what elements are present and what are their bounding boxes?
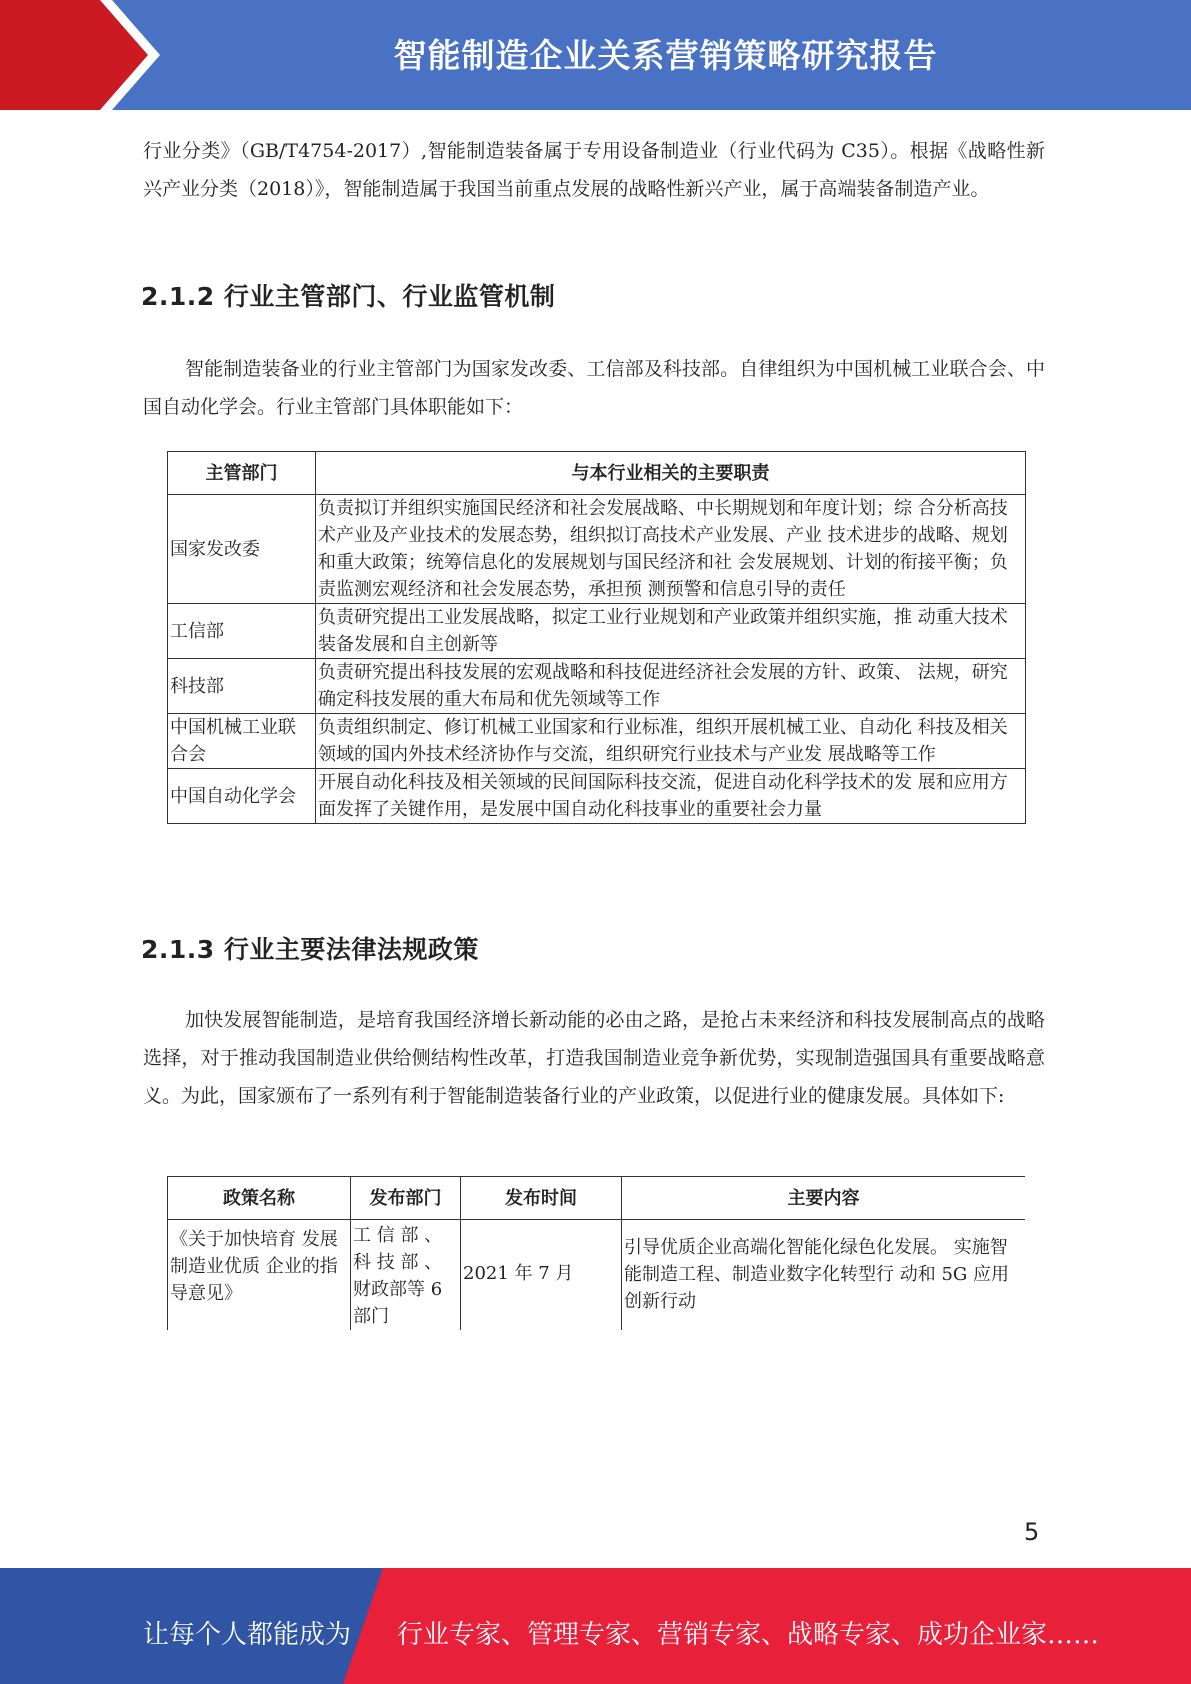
table-row: [168, 659, 1026, 714]
dept-cell: 中国自动化学会: [168, 769, 316, 824]
dept-cell: 中国机械工业联合会: [168, 714, 316, 769]
column-header: 政策名称: [168, 1177, 351, 1220]
policy-content-cell: 引导优质企业高端化智能化绿色化发展。 实施智能制造工程、制造业数字化转型行 动和 5G 应用创新行动: [622, 1220, 1026, 1331]
duty-cell: 负责研究提出工业发展战略，拟定工业行业规划和产业政策并组织实施，推 动重大技术装备发展和自主创新等: [316, 604, 1026, 659]
report-title: 智能制造企业关系营销策略研究报告: [393, 36, 938, 75]
duty-cell: 负责研究提出科技发展的宏观战略和科技促进经济社会发展的方针、政策、 法规，研究确定科技发展的重大布局和优先领域等工作: [316, 659, 1026, 714]
table-row: [168, 769, 1026, 824]
column-header: 发布部门: [351, 1177, 461, 1220]
section-heading-2-1-2: 2.1.2 行业主管部门、行业监管机制: [141, 282, 556, 311]
table-row: [168, 714, 1026, 769]
footer-slogan-left: 让每个人都能成为: [143, 1620, 352, 1650]
page-header: [0, 0, 1191, 110]
policy-table-clip: [167, 1176, 1025, 1330]
table-header-row: [168, 452, 1026, 495]
dept-cell: 科技部: [168, 659, 316, 714]
duty-cell: 负责组织制定、修订机械工业国家和行业标准，组织开展机械工业、自动化 科技及相关领域的国内外技术经济协作与交流，组织研究行业技术与产业发 展战略等工作: [316, 714, 1026, 769]
column-header: 主要内容: [622, 1177, 1026, 1220]
table-row: [168, 495, 1026, 604]
footer-slogan-right: 行业专家、管理专家、营销专家、战略专家、成功企业家……: [397, 1620, 1100, 1650]
column-header: 主管部门: [168, 452, 316, 495]
intro-paragraph: 行业分类》（GB/T4754-2017）,智能制造装备属于专用设备制造业（行业代码为 C35）。根据《战略性新兴产业分类（2018）》，智能制造属于我国当前重点发展的战略性新兴产业，属于高端装备制造产业。: [143, 140, 1045, 200]
regulator-table: [167, 451, 1026, 824]
column-header: 发布时间: [461, 1177, 622, 1220]
policy-name-cell: 《关于加快培育 发展制造业优质 企业的指导意见》: [168, 1220, 351, 1331]
table-header-row: [168, 1177, 1026, 1220]
policy-date-cell: 2021 年 7 月: [461, 1220, 622, 1331]
policy-dept-cell: 工 信 部 、科 技 部 、财政部等 6 部门: [351, 1220, 461, 1331]
page-number: 5: [1024, 1518, 1040, 1546]
section-heading-2-1-3: 2.1.3 行业主要法律法规政策: [141, 935, 479, 964]
duty-cell: 负责拟订并组织实施国民经济和社会发展战略、中长期规划和年度计划；综 合分析高技术产业及产业技术的发展态势，组织拟订高技术产业发展、产业 技术进步的战略、规划和重大政策；统筹信息化的发展规划与国民经济和社 会发展规划、计划的衔接平衡；负责监测宏观经济和社会发展态势，承担预 测预警和信息引导的责任: [316, 495, 1026, 604]
dept-cell: 国家发改委: [168, 495, 316, 604]
duty-cell: 开展自动化科技及相关领域的民间国际科技交流，促进自动化科学技术的发 展和应用方面发挥了关键作用，是发展中国自动化科技事业的重要社会力量: [316, 769, 1026, 824]
dept-cell: 工信部: [168, 604, 316, 659]
table-row: [168, 604, 1026, 659]
section-2-1-2-paragraph: 智能制造装备业的行业主管部门为国家发改委、工信部及科技部。自律组织为中国机械工业联合会、中国自动化学会。行业主管部门具体职能如下：: [143, 358, 1045, 418]
page-footer: [0, 1568, 1191, 1684]
table-row: [168, 1220, 1026, 1331]
column-header: 与本行业相关的主要职责: [316, 452, 1026, 495]
policy-table: [167, 1176, 1025, 1330]
section-2-1-3-paragraph: 加快发展智能制造，是培育我国经济增长新动能的必由之路，是抢占未来经济和科技发展制高点的战略选择，对于推动我国制造业供给侧结构性改革，打造我国制造业竞争新优势，实现制造强国具有重要战略意义。为此，国家颁布了一系列有利于智能制造装备行业的产业政策，以促进行业的健康发展。具体如下:: [143, 1009, 1045, 1107]
